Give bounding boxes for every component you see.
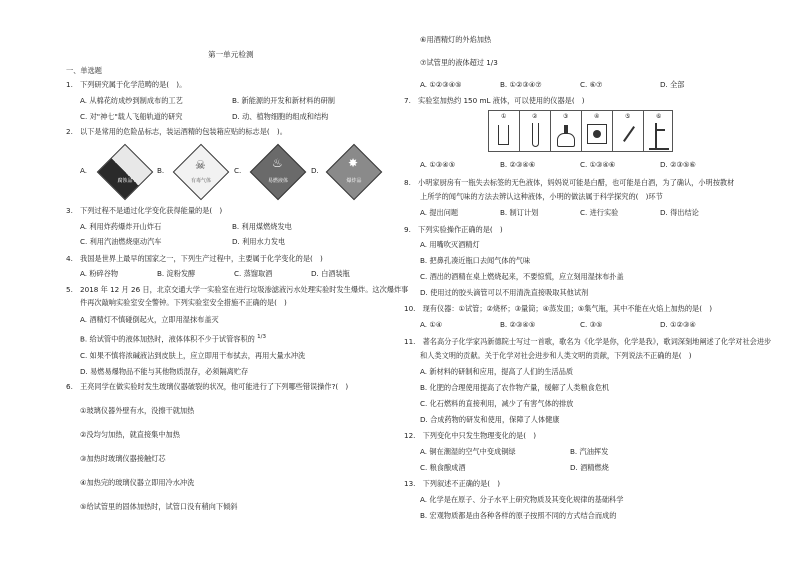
question-3-option-c: C. 利用汽油燃烧驱动汽车 [80,237,162,246]
question-6-item-6: ⑥用酒精灯的外焰加热 [420,35,492,44]
question-6-option-b: B. ①②③④⑦ [500,80,542,89]
question-10-option-a: A. ①④ [420,320,443,329]
question-1-option-d: D. 动、植物细胞的组成和结构 [232,112,329,121]
question-8-option-a: A. 提出问题 [420,208,459,217]
apparatus-num-1: ① [501,113,507,120]
question-12-stem: 12. 下列变化中只发生物理变化的是( ) [404,431,537,440]
question-6-option-d: D. 全部 [660,80,685,89]
apparatus-num-3: ③ [563,113,569,120]
question-12-option-a: A. 铜在潮湿的空气中变成铜绿 [420,447,516,456]
question-8-stem: 8. 小明家厨房有一瓶失去标签的无色液体，妈妈说可能是白醋，也可能是白酒，为了确认，小明按教材 [404,178,735,187]
question-10-option-d: D. ①②③④ [660,320,696,329]
asbestos-net-icon [587,124,607,144]
sign-b-letter: B. [157,166,165,175]
question-5-option-d: D. 易燃易爆物品不能与其他物质混存，必须隔离贮存 [80,367,249,376]
question-3-stem: 3. 下列过程不是通过化学变化获得能量的是( ) [66,206,223,215]
question-11-stem-line2: 和人类文明的贡献。关于化学对社会进步和人类文明的贡献，下列说法不正确的是( ) [420,351,692,360]
question-12-option-c: C. 粮食酿成酒 [420,463,466,472]
question-6-item-4: ④加热完的玻璃仪器立即用冷水冲洗 [80,478,195,487]
question-12-option-b: B. 汽油挥发 [570,447,609,456]
question-5-option-b-text: B. 给试管中的液体加热时，液体体积不少于试管容积的 [80,334,255,344]
question-6-item-1: ①玻璃仪器外壁有水，没擦干就加热 [80,406,195,415]
flame-icon: ♨ [272,156,283,170]
question-1-option-c: C. 对"神七"载人飞船轨道的研究 [80,112,183,121]
question-6-item-7: ⑦试管里的液体超过 1/3 [420,58,498,67]
question-3-option-b: B. 利用煤燃烧发电 [232,222,292,231]
question-10-stem: 10. 现有仪器：①试管；②烧杯；③量筒；④蒸发皿；⑤集气瓶，其中不能在火焰上加热的是( ) [404,304,713,313]
question-7-option-d: D. ②③⑤⑥ [660,160,696,169]
sign-a-letter: A. [80,166,88,175]
page-title: 第一单元检测 [208,50,254,59]
question-5-option-b [80,333,266,343]
test-tube-holder-icon [623,126,635,142]
test-tube-icon [532,123,539,147]
question-2-stem: 2. 以下是常用的危险品标志，装运酒精的包装箱应贴的标志是( )。 [66,127,287,136]
apparatus-num-4: ④ [594,113,600,120]
question-13-stem: 13. 下列叙述不正确的是( ) [404,479,501,488]
sign-d-letter: D. [311,166,319,175]
question-3-option-d: D. 利用水力发电 [232,237,286,246]
question-1-option-b: B. 新能源的开发和新材料的研制 [232,96,335,105]
question-1-stem: 1. 下列研究属于化学范畴的是( )。 [66,80,187,89]
question-8-option-d: D. 得出结论 [660,208,699,217]
question-7-option-c: C. ①③④⑥ [580,160,616,169]
question-6-item-3: ③加热时玻璃仪器接触灯芯 [80,454,166,463]
question-1-option-a: A. 从棉花纺成纱到制成布的工艺 [80,96,183,105]
question-11-option-d: D. 合成药物的研发和使用，保障了人体健康 [420,415,560,424]
question-6-item-5: ⑤给试管里的固体加热时，试管口没有稍向下倾斜 [80,502,238,511]
question-5-option-a: A. 酒精灯不慎碰倒起火，立即用湿抹布盖灭 [80,315,219,324]
question-6-stem: 6. 王亮同学在做实验时发生玻璃仪器破裂的状况，他可能进行了下列哪些错误操作?( ) [66,382,349,391]
exam-page: 第一单元检测 一、单选题 1. 下列研究属于化学范畴的是( )。 A. 从棉花纺成纱到制成布的工艺 B. 新能源的开发和新材料的研制 C. 对"神七"载人飞船轨道的研究 D. 动、植物细胞的组成和结构 2. 以下是常用的危险品标志，装运酒精的包装箱应贴的标志是( )。 A. 腐蚀品 B. ☠ 有毒气体 C. ♨ 易燃液体 D. ✸ 爆炸品 3. 下列过程不是通过化学变化获得能量的是( ) A. 利用炸药爆炸开山炸石 B. 利用煤燃烧发电 C. 利用汽油燃烧驱动汽车 D. 利用水力发电 4. 我国是世界上最早的国家之一，下列生产过程中，主要属于化学变化的是( ) A. 粉碎谷物 B. 淀粉发酵 C. 蒸馏取酒 D. 白酒装瓶 5. 2018 年 12 月 26 日，北京交通大学一实验室在进行垃圾渗滤液污水处理实验时发生爆炸。这次爆炸事 件再次敲响实验室安全警钟。下列实验室安全措施不正确的是( ) A. 酒精灯不慎碰倒起火，立即用湿抹布盖灭 B. 给试管中的液体加热时，液体体积不少于试管容积的 $^{1/3}$ C. 如果不慎将浓碱液沾到皮肤上，应立即用干布拭去，再用大量水冲洗 D. 易燃易爆物品不能与其他物质混存，必须隔离贮存 6. 王亮同学在做实验时发生玻璃仪器破裂的状况，他可能进行了下列哪些错误操作?( ) ①玻璃仪器外壁有水，没擦干就加热 ②没均匀加热，就直接集中加热 ③加热时玻璃仪器接触灯芯 ④加热完的玻璃仪器立即用冷水冲洗 ⑤给试管里的固体加热时，试管口没有稍向下倾斜 ⑥用酒精灯的外焰加热 ⑦试管里的液体超过 1/3 A. ①②③④⑤ B. ①②③④⑦ C. ⑥⑦ D. 全部 7. 实验室加热约 150 mL 液体，可以使用的仪器是( ) ① ② ③ ④ ⑤ ⑥ A. ①③④⑤ B. ②③④⑥ C. ①③④⑥ D. ②③⑤⑥ 8. 小明家厨房有一瓶失去标签的无色液体，妈妈说可能是白醋，也可能是白酒，为了确认，小明按教材 上所学的闻气味的方法去辨认这种液体，小明的做法属于科学探究的( )环节 A. 提出问题 B. 制订计划 C. 进行实验 D. 得出结论 9. 下列实验操作正确的是( ) A. 用嘴吹灭酒精灯 B. 把鼻孔凑近瓶口去闻气体的气味 C. 酒出的酒精在桌上燃烧起来，不要惊慌，应立刻用湿抹布扑盖 D. 使用过的胶头滴管可以不用清洗直接吸取其他试剂 10. 现有仪器：①试管；②烧杯；③量筒；④蒸发皿；⑤集气瓶，其中不能在火焰上加热的是( ) A. ①④ B. ②③④⑤ C. ③⑤ D. ①②③④ 11. 著名高分子化学家冯新德院士写过一首歌，歌名为《化学是你，化学是我》，歌词深刻地阐述了化学对社会进步 和人类文明的贡献。关于化学对社会进步和人类文明的贡献，下列说法不正确的是( ) A. 新材料的研制和应用，提高了人们的生活品质 B. 化肥的合理使用提高了农作物产量，缓解了人类粮食危机 C. 化石燃料的直接利用，减少了有害气体的排放 D. 合成药物的研发和使用，保障了人体健康 12. 下列变化中只发生物理变化的是( ) A. 铜在潮湿的空气中变成铜绿 B. 汽油挥发 C. 粮食酿成酒 D. 酒精燃烧 13. 下列叙述不正确的是( ) A. 化学是在原子、分子水平上研究物质及其变化规律的基础科学 B. 宏观物质都是由各种各样的原子按照不同的方式结合而成的 [66,35,772,520]
apparatus-num-2: ② [532,113,538,120]
beaker-icon [498,125,509,145]
question-4-option-d: D. 白酒装瓶 [311,269,350,278]
question-4-option-b: B. 淀粉发酵 [157,269,196,278]
question-10-option-c: C. ③⑤ [580,320,603,329]
question-9-option-a: A. 用嘴吹灭酒精灯 [420,240,480,249]
fraction: 1/3 [257,334,266,340]
explosion-icon: ✸ [348,156,359,170]
question-6-option-c: C. ⑥⑦ [580,80,603,89]
question-5-stem: 5. 2018 年 12 月 26 日，北京交通大学一实验室在进行垃圾渗滤液污水处理实验时发生爆炸。这次爆炸事 [66,285,409,294]
question-11-option-a: A. 新材料的研制和应用，提高了人们的生活品质 [420,367,574,376]
question-11-stem: 11. 著名高分子化学家冯新德院士写过一首歌，歌名为《化学是你，化学是我》，歌词深刻地阐述了化学对社会进步 [404,337,772,346]
question-12-option-d: D. 酒精燃烧 [570,463,609,472]
question-8-option-b: B. 制订计划 [500,208,539,217]
question-4-option-a: A. 粉碎谷物 [80,269,119,278]
apparatus-strip [488,110,673,152]
question-8-option-c: C. 进行实验 [580,208,619,217]
question-6-item-2: ②没均匀加热，就直接集中加热 [80,430,180,439]
question-7-stem: 7. 实验室加热约 150 mL 液体，可以使用的仪器是( ) [404,96,585,105]
question-5-option-c: C. 如果不慎将浓碱液沾到皮肤上，应立即用干布拭去，再用大量水冲洗 [80,351,306,360]
question-4-stem: 4. 我国是世界上最早的国家之一，下列生产过程中，主要属于化学变化的是( ) [66,254,323,263]
question-9-option-d: D. 使用过的胶头滴管可以不用清洗直接吸取其他试剂 [420,288,589,297]
question-11-option-b: B. 化肥的合理使用提高了农作物产量，缓解了人类粮食危机 [420,383,610,392]
question-9-stem: 9. 下列实验操作正确的是( ) [404,225,503,234]
iron-stand-icon [655,123,657,149]
question-13-option-a: A. 化学是在原子、分子水平上研究物质及其变化规律的基础科学 [420,495,624,504]
question-8-stem-line2: 上所学的闻气味的方法去辨认这种液体，小明的做法属于科学探究的( )环节 [420,192,663,201]
apparatus-num-5: ⑤ [625,113,631,120]
question-9-option-c: C. 酒出的酒精在桌上燃烧起来，不要惊慌，应立刻用湿抹布扑盖 [420,272,624,281]
skull-icon: ☠ [195,158,206,172]
question-11-option-c: C. 化石燃料的直接利用，减少了有害气体的排放 [420,399,574,408]
sign-c-letter: C. [234,166,242,175]
question-4-option-c: C. 蒸馏取酒 [234,269,273,278]
question-13-option-b: B. 宏观物质都是由各种各样的原子按照不同的方式结合而成的 [420,511,617,520]
question-10-option-b: B. ②③④⑤ [500,320,536,329]
apparatus-num-6: ⑥ [656,113,662,120]
alcohol-lamp-icon [557,133,575,147]
question-3-option-a: A. 利用炸药爆炸开山炸石 [80,222,162,231]
question-5-stem-line2: 件再次敲响实验室安全警钟。下列实验室安全措施不正确的是( ) [80,298,287,307]
question-6-option-a: A. ①②③④⑤ [420,80,462,89]
question-9-option-b: B. 把鼻孔凑近瓶口去闻气体的气味 [420,256,531,265]
section-heading: 一、单选题 [66,66,102,75]
question-7-option-a: A. ①③④⑤ [420,160,456,169]
question-7-option-b: B. ②③④⑥ [500,160,536,169]
